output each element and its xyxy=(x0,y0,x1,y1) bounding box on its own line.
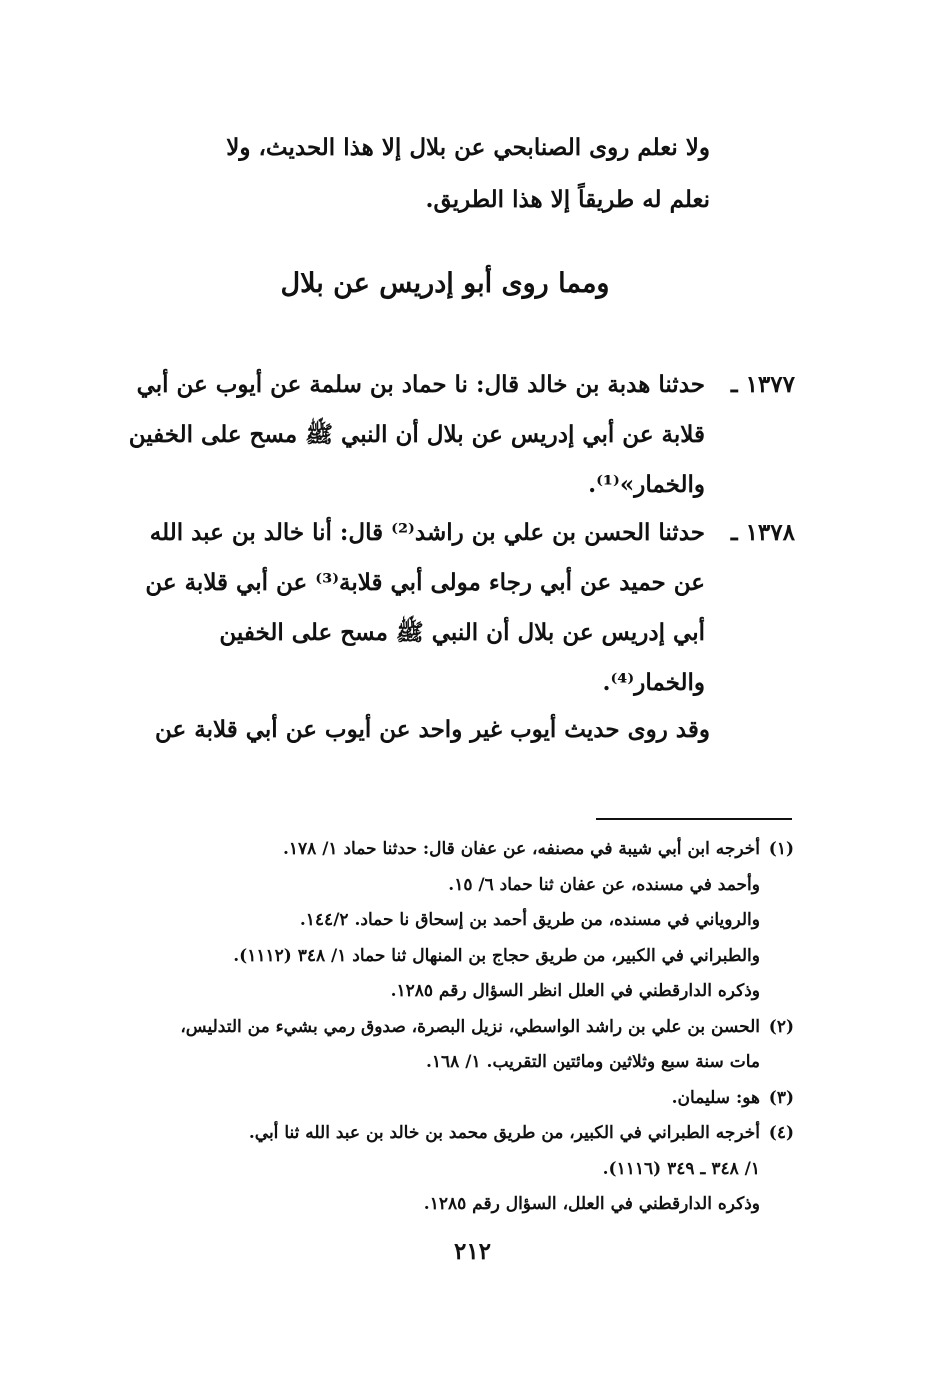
footnotes xyxy=(96,832,794,1223)
hadith-line: عن حميد عن أبي رجاء مولى أبي قلابة⁽³⁾ عن أبي قلابة عن xyxy=(145,569,705,596)
footnote-line: هو: سليمان. xyxy=(671,1087,760,1108)
footnote-line: وذكره الدارقطني في العلل انظر السؤال رقم ١٢٨٥. xyxy=(390,981,760,1001)
hadith-text xyxy=(100,360,705,510)
hadith-line: حدثنا الحسن بن علي بن راشد⁽²⁾ قال: أنا خالد بن عبد الله xyxy=(149,519,705,546)
hadith-number: ١٣٧٨ ـ xyxy=(730,519,795,546)
footnote-line: والطبراني في الكبير، من طريق حجاج بن المنهال ثنا حماد ١/ ٣٤٨ (١١١٢). xyxy=(233,945,760,966)
footnote-line: الحسن بن علي بن راشد الواسطي، نزيل البصرة، صدوق رمي بشيء من التدليس، xyxy=(180,1016,760,1037)
hadith-line: والخمار⁽⁴⁾. xyxy=(602,669,705,696)
footnote-line: مات سنة سبع وثلاثين ومائتين التقريب. ١/ ١٦٨. xyxy=(426,1052,760,1072)
footnote-number: (٤) xyxy=(768,1123,794,1143)
footnote-line: أخرجه ابن أبي شيبة في مصنفه، عن عفان قال: حدثنا حماد ١/ ١٧٨. xyxy=(282,839,760,859)
intro-line: نعلم له طريقاً إلا هذا الطريق. xyxy=(425,186,710,213)
hadith-line: أبي إدريس عن بلال أن النبي ﷺ مسح على الخفين xyxy=(219,619,705,646)
footnote-separator xyxy=(596,818,792,820)
section-heading: ومما روى أبو إدريس عن بلال xyxy=(280,268,610,299)
footnote-number: (١) xyxy=(768,839,794,859)
hadith-entry xyxy=(100,360,795,510)
hadith-line: قلابة عن أبي إدريس عن بلال أن النبي ﷺ مسح على الخفين xyxy=(128,421,705,448)
footnote-line: وذكره الدارقطني في العلل، السؤال رقم ١٢٨٥. xyxy=(423,1194,760,1214)
footnote-line: وأحمد في مسنده، عن عفان ثنا حماد ٦/ ١٥. xyxy=(448,874,760,895)
footnote xyxy=(96,832,794,1010)
intro-line: ولا نعلم روى الصنابحي عن بلال إلا هذا الحديث، ولا xyxy=(226,134,710,161)
footnote-number: (٢) xyxy=(768,1016,794,1037)
footnote-line: أخرجه الطبراني في الكبير، من طريق محمد بن خالد بن عبد الله ثنا أبي. xyxy=(248,1123,760,1143)
hadith-line: والخمار»⁽¹⁾. xyxy=(588,471,705,498)
hadith-number: ١٣٧٧ ـ xyxy=(730,371,795,398)
footnote xyxy=(96,1116,794,1223)
footnote xyxy=(96,1010,794,1081)
page-number: ٢١٢ xyxy=(453,1238,492,1265)
hadith-entry xyxy=(100,508,795,708)
hadith-text xyxy=(100,508,705,708)
footnote-number: (٣) xyxy=(768,1087,794,1108)
footnote-line: والروياني في مسنده، من طريق أحمد بن إسحاق نا حماد. ١٤٤/٢. xyxy=(299,910,760,930)
closing-paragraph: وقد روى حديث أيوب غير واحد عن أيوب عن أبي قلابة عن xyxy=(155,716,710,743)
intro-paragraph xyxy=(100,122,710,226)
footnote xyxy=(96,1081,794,1117)
hadith-line: حدثنا هدبة بن خالد قال: نا حماد بن سلمة عن أيوب عن أبي xyxy=(136,371,705,398)
footnote-line: ١/ ٣٤٨ ـ ٣٤٩ (١١١٦). xyxy=(602,1158,760,1179)
